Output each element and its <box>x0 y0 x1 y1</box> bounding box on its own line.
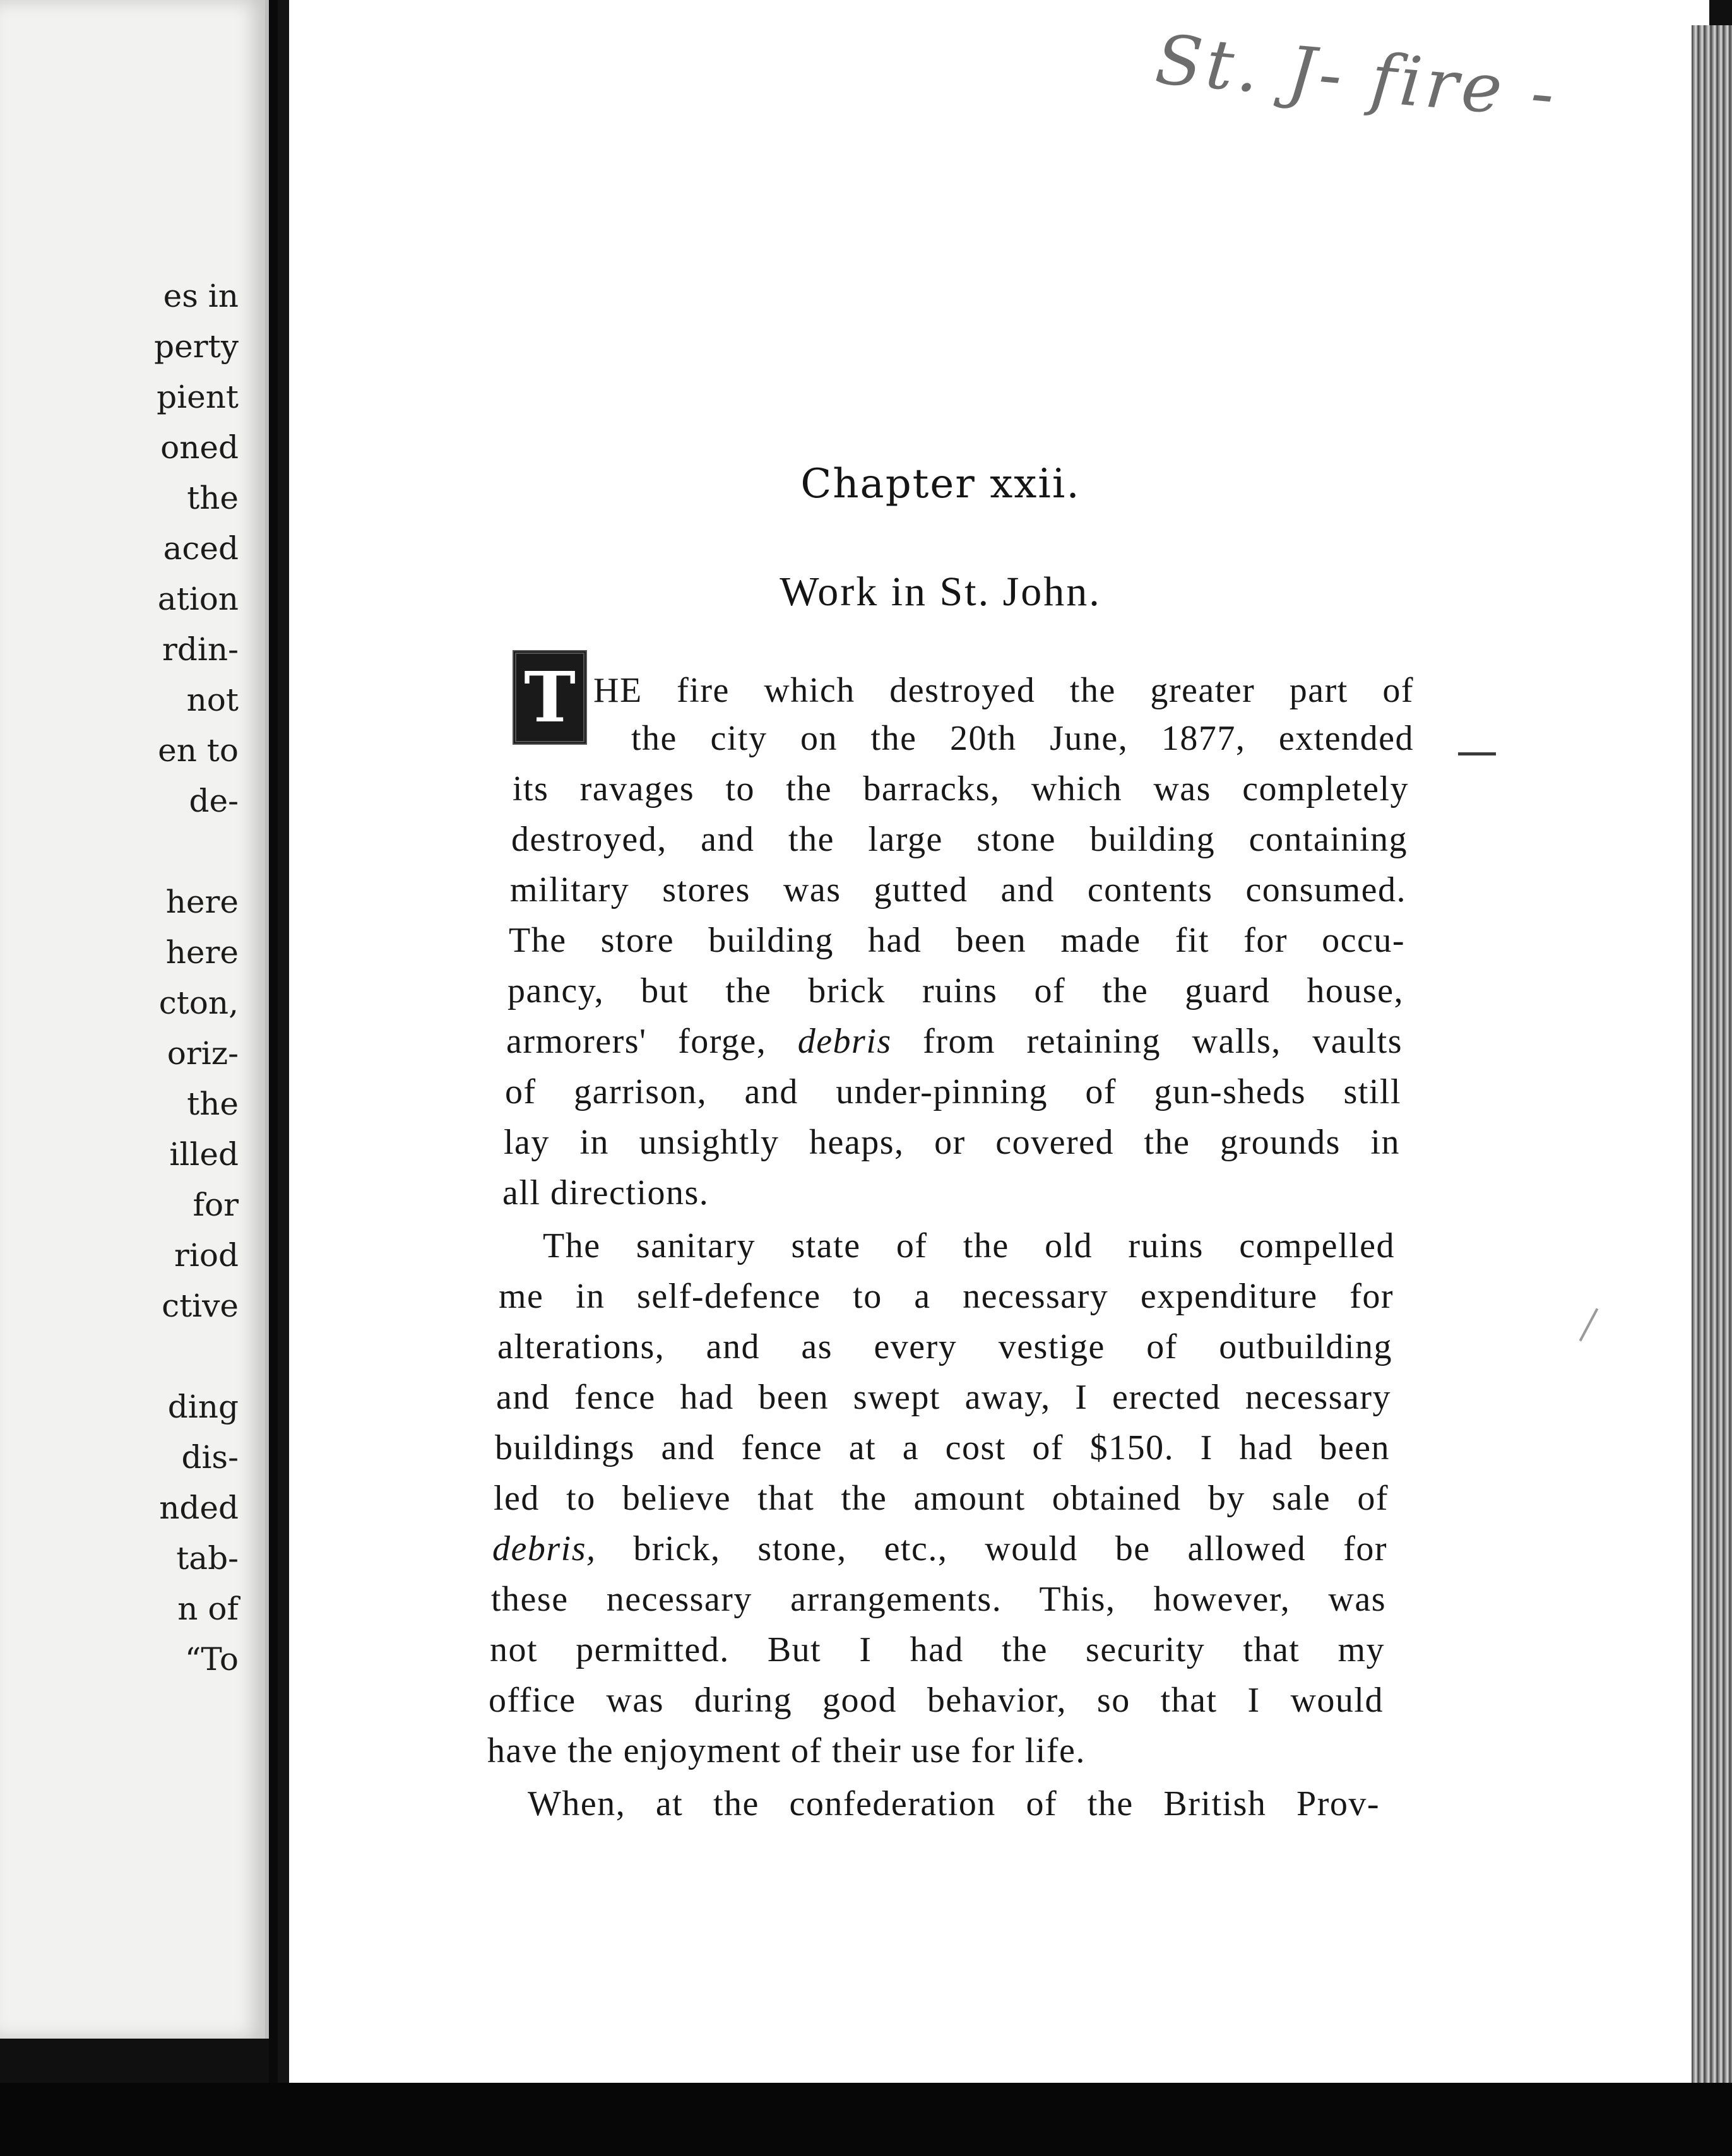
pencil-annotation: St. J- fire - <box>1152 20 1562 134</box>
left-page-line: de- <box>189 783 239 819</box>
left-page-line: oned <box>160 429 239 466</box>
body-text-line: When, at the confederation of the British Prov- <box>528 1784 1380 1823</box>
body-text-line: buildings and fence at a cost of $150. I had been <box>495 1428 1390 1467</box>
body-text-line: led to believe that the amount obtained by sale of <box>494 1479 1389 1518</box>
left-page-line: rdin- <box>162 631 239 668</box>
chapter-title: Work in St. John. <box>780 569 1101 615</box>
left-page-line: dis- <box>181 1439 239 1476</box>
left-page-line: here <box>165 934 239 971</box>
body-text-line: alterations, and as every vestige of outbuilding <box>497 1327 1392 1366</box>
body-text-line: these necessary arrangements. This, however, was <box>491 1580 1386 1619</box>
left-page-line: not <box>186 682 239 718</box>
left-page-line: ation <box>157 581 239 617</box>
left-page-line: “To <box>184 1641 239 1678</box>
chapter-heading: Chapter xxii. <box>800 461 1081 507</box>
left-page-line: ctive <box>162 1288 239 1324</box>
body-text-line: of garrison, and under-pinning of gun-sheds still <box>505 1072 1401 1111</box>
left-page-line: tab- <box>176 1540 239 1577</box>
left-page-line: pient <box>157 379 239 415</box>
body-text-line: military stores was gutted and contents consumed. <box>510 870 1406 909</box>
left-page-line: en to <box>158 732 239 769</box>
body-text-line: me in self-defence to a necessary expenditure for <box>499 1277 1394 1316</box>
left-page-line: the <box>187 480 239 516</box>
left-page-line: cton, <box>158 985 239 1021</box>
margin-pencil-mark <box>1458 752 1496 755</box>
body-text-line <box>492 1529 1387 1569</box>
body-text-line: office was during good behavior, so that I would <box>489 1681 1384 1720</box>
left-page-line: ding <box>167 1389 239 1425</box>
left-page-line: oriz- <box>167 1035 239 1072</box>
left-page-line: riod <box>174 1237 239 1274</box>
body-text-line: its ravages to the barracks, which was completely <box>513 769 1409 808</box>
text-run: from retaining walls, vaults <box>891 1022 1403 1061</box>
left-page <box>0 0 269 2039</box>
left-page-line: illed <box>169 1136 239 1173</box>
body-text-line: pancy, but the brick ruins of the guard house, <box>507 971 1404 1010</box>
left-page-line: aced <box>163 530 239 567</box>
left-page-line: for <box>193 1187 239 1223</box>
italic-word: debris <box>797 1022 892 1061</box>
body-text-line: HE fire which destroyed the greater part of <box>593 671 1414 710</box>
left-page-line: perty <box>154 328 239 365</box>
left-page-line: n of <box>177 1590 239 1627</box>
body-text-line: lay in unsightly heaps, or covered the grounds in <box>504 1123 1400 1162</box>
text-run: brick, stone, etc., would be allowed for <box>596 1529 1387 1568</box>
body-text-line: not permitted. But I had the security that my <box>490 1630 1385 1669</box>
body-text-line: and fence had been swept away, I erected necessary <box>496 1378 1391 1417</box>
body-text-line: all directions. <box>502 1173 709 1212</box>
left-page-line: nded <box>159 1490 239 1526</box>
body-text-line: the city on the 20th June, 1877, extended <box>631 719 1414 758</box>
body-text-line: The store building had been made fit for occu- <box>509 921 1405 960</box>
text-run: armorers' forge, <box>506 1022 798 1061</box>
left-page-line: es in <box>163 278 239 314</box>
italic-word: debris, <box>492 1529 596 1568</box>
page-edges <box>1692 25 1732 2083</box>
left-page-line: here <box>165 884 239 920</box>
left-page-line: the <box>187 1086 239 1122</box>
body-text-line <box>506 1021 1403 1062</box>
ornamental-drop-cap: T <box>513 650 587 745</box>
body-text-line: destroyed, and the large stone building containing <box>511 820 1408 859</box>
scan-bottom-border <box>0 2083 1732 2156</box>
body-text-line: The sanitary state of the old ruins compelled <box>543 1226 1395 1265</box>
body-text-line: have the enjoyment of their use for life. <box>487 1731 1086 1770</box>
